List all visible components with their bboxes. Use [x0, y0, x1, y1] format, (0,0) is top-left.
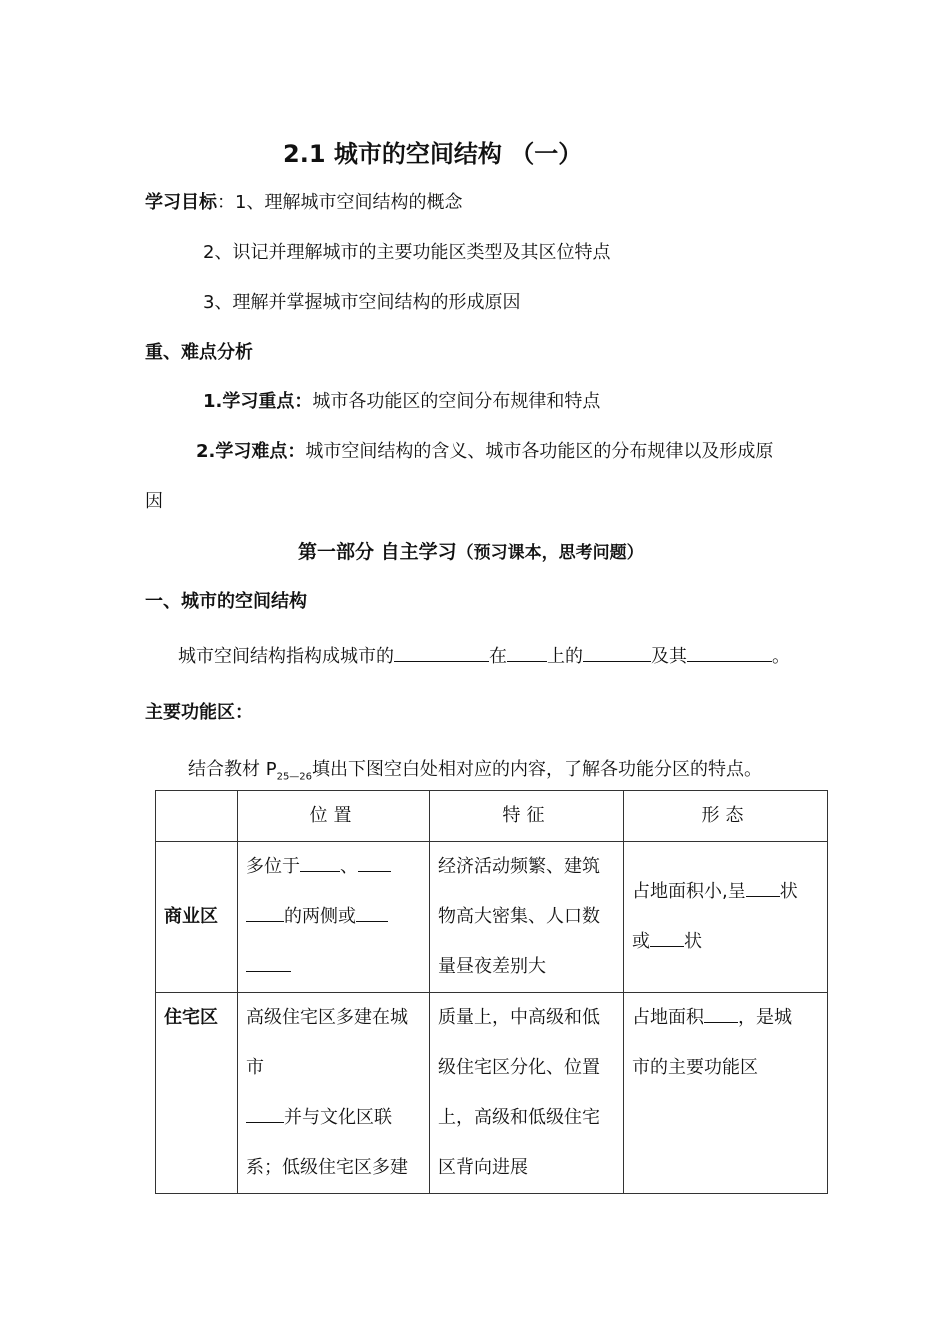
residential-location — [238, 993, 430, 1194]
cell-line: 经济活动频繁、建筑 — [438, 856, 600, 877]
objective-item: 1、理解城市空间结构的概念 — [235, 192, 463, 213]
zone-name: 商业区 — [156, 842, 238, 993]
cell-text: 占地面积 — [632, 1007, 704, 1028]
cell-line: 区背向进展 — [438, 1157, 528, 1178]
key-point-text: 城市各功能区的空间分布规律和特点 — [312, 391, 601, 412]
table-row-commerce — [156, 842, 828, 993]
fill-text: 。 — [772, 646, 790, 667]
table-header-cell — [156, 791, 238, 842]
fill-blank[interactable] — [583, 645, 651, 662]
cell-text: 的两侧或 — [284, 906, 356, 927]
part1-subtitle: （预习课本，思考问题） — [456, 543, 644, 563]
fill-text: 上的 — [547, 646, 583, 667]
fill-sentence — [178, 642, 790, 668]
cell-text: 占地面积小,呈 — [632, 881, 746, 902]
cell-line: 质量上，中高级和低 — [438, 1007, 600, 1028]
difficulty-continuation: 因 — [145, 491, 163, 512]
objective-item: 2、识记并理解城市的主要功能区类型及其区位特点 — [203, 242, 611, 263]
cell-text: 多位于 — [246, 856, 300, 877]
difficulty-line — [196, 437, 773, 463]
page-title: 2.1 城市的空间结构 （一） — [283, 140, 583, 168]
commerce-feature — [430, 842, 624, 993]
section1-heading: 一、城市的空间结构 — [145, 591, 307, 612]
difficulty-text: 城市空间结构的含义、城市各功能区的分布规律以及形成原 — [305, 441, 774, 462]
table-header-cell: 位置 — [238, 791, 430, 842]
objectives-sep: ： — [217, 192, 235, 213]
fill-blank[interactable] — [394, 645, 489, 662]
fill-blank[interactable] — [356, 905, 388, 922]
function-zone-table — [155, 790, 828, 1194]
fill-blank[interactable] — [246, 1106, 284, 1123]
residential-shape — [624, 993, 828, 1194]
fill-blank[interactable] — [650, 930, 684, 947]
fill-blank[interactable] — [358, 855, 391, 872]
key-point-label: 1.学习重点： — [203, 391, 313, 412]
instruction — [188, 755, 762, 783]
cell-line: 市 — [246, 1057, 264, 1078]
cell-text: 状 — [684, 931, 702, 952]
analysis-heading: 重、难点分析 — [145, 342, 253, 363]
objectives-label: 学习目标 — [145, 192, 217, 213]
fill-blank[interactable] — [246, 955, 291, 972]
fill-blank[interactable] — [687, 645, 772, 662]
instruction-text: 填出下图空白处相对应的内容，了解各功能分区的特点。 — [312, 759, 763, 780]
table-header-cell: 特征 — [430, 791, 624, 842]
table-header-cell: 形态 — [624, 791, 828, 842]
commerce-location — [238, 842, 430, 993]
cell-text: 并与文化区联 — [284, 1107, 392, 1128]
cell-line: 市的主要功能区 — [632, 1057, 758, 1078]
cell-line: 级住宅区分化、位置 — [438, 1057, 600, 1078]
key-point-line — [203, 387, 600, 413]
section2-heading: 主要功能区： — [145, 702, 253, 723]
table-row-residential — [156, 993, 828, 1194]
fill-blank[interactable] — [300, 855, 340, 872]
cell-text: 或 — [632, 931, 650, 952]
difficulty-label: 2.学习难点： — [196, 441, 306, 462]
part1-heading — [298, 537, 644, 564]
cell-text: 状 — [779, 881, 798, 902]
fill-blank[interactable] — [704, 1006, 738, 1023]
commerce-shape — [624, 842, 828, 993]
objective-item: 3、理解并掌握城市空间结构的形成原因 — [203, 292, 521, 313]
cell-line: 高级住宅区多建在城 — [246, 1007, 408, 1028]
fill-blank[interactable] — [507, 645, 547, 662]
fill-blank[interactable] — [746, 880, 780, 897]
cell-text: ，是城 — [738, 1007, 792, 1028]
cell-line: 物高大密集、人口数 — [438, 906, 600, 927]
part1-title: 第一部分 自主学习 — [298, 541, 457, 563]
cell-line: 上，高级和低级住宅 — [438, 1107, 600, 1128]
instruction-text: 结合教材 P — [188, 759, 277, 780]
fill-blank[interactable] — [246, 905, 284, 922]
cell-line: 量昼夜差别大 — [438, 956, 546, 977]
fill-text: 及其 — [651, 646, 687, 667]
fill-text: 城市空间结构指构成城市的 — [178, 646, 394, 667]
cell-line: 系；低级住宅区多建 — [246, 1157, 408, 1178]
cell-text: 、 — [340, 856, 358, 877]
fill-text: 在 — [489, 646, 507, 667]
instruction-pages: 25—26 — [276, 771, 313, 783]
zone-name: 住宅区 — [156, 993, 238, 1194]
objectives-line-1 — [145, 188, 462, 214]
residential-feature — [430, 993, 624, 1194]
table-header-row — [156, 791, 828, 842]
